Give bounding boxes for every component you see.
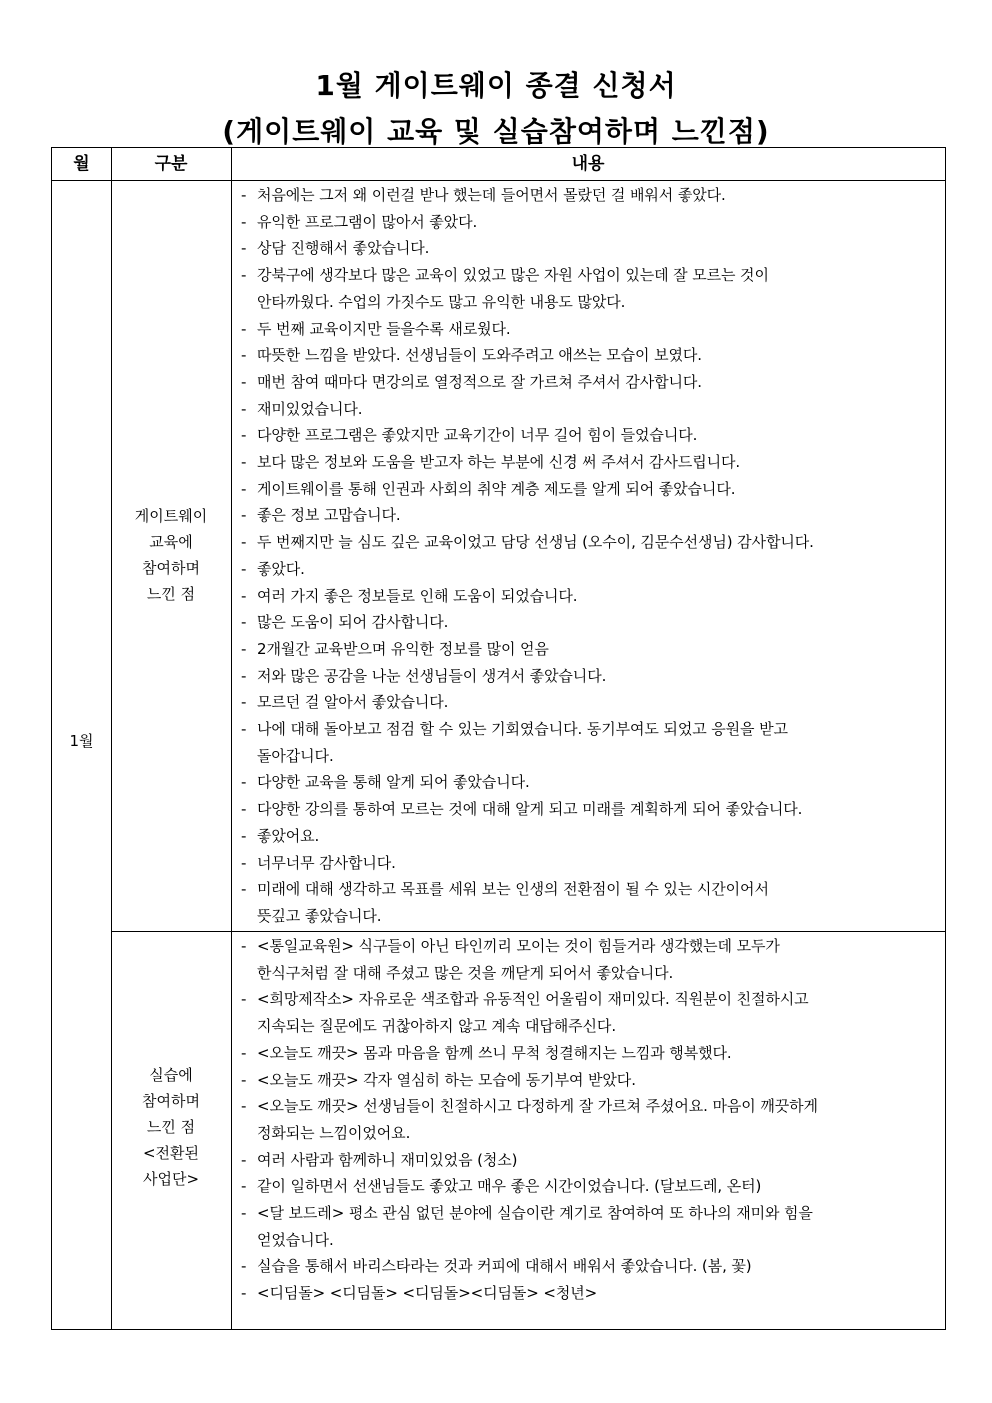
feedback-item (238, 422, 935, 449)
document-title: 1월 게이트웨이 종결 신청서 (315, 69, 677, 102)
feedback-text: - 매번 참여 때마다 면강의로 열정적으로 잘 가르쳐 주셔서 감사합니다. (257, 372, 702, 391)
feedback-text: - 2개월간 교육받으며 유익한 정보를 많이 얻음 (257, 639, 549, 658)
feedback-text: 얻었습니다. (257, 1230, 334, 1249)
document-subtitle: (게이트웨이 교육 및 실습참여하며 느낀점) (222, 115, 770, 148)
feedback-text: - 상담 진행해서 좋았습니다. (257, 239, 430, 258)
practice-feedback-list (238, 933, 935, 1307)
feedback-text: - 유익한 프로그램이 많아서 좋았다. (257, 212, 478, 231)
feedback-text: - 강북구에 생각보다 많은 교육이 있었고 많은 자원 사업이 있는데 잘 모르는 것이 (257, 266, 769, 285)
category-line: 느낀 점 (146, 585, 196, 603)
feedback-table (51, 147, 946, 1330)
feedback-item (238, 1280, 935, 1307)
feedback-text: 지속되는 질문에도 귀찮아하지 않고 계속 대답해주신다. (257, 1017, 616, 1036)
category-line: 느낀 점 (146, 1118, 196, 1136)
feedback-text: - 다양한 교육을 통해 알게 되어 좋았습니다. (257, 773, 530, 792)
feedback-item (238, 716, 935, 769)
education-feedback-list (238, 182, 935, 930)
feedback-text: - 게이트웨이를 통해 인권과 사회의 취약 계층 제도를 알게 되어 좋았습니다. (257, 479, 736, 498)
feedback-item (238, 182, 935, 209)
section-divider (111, 931, 945, 932)
category-line: 교육에 (149, 533, 193, 551)
feedback-text: 안타까웠다. 수업의 가짓수도 많고 유익한 내용도 많았다. (257, 292, 626, 311)
feedback-item (238, 1173, 935, 1200)
feedback-item (238, 689, 935, 716)
feedback-item (238, 1200, 935, 1253)
feedback-item (238, 396, 935, 423)
feedback-text: - 처음에는 그저 왜 이런걸 받나 했는데 들어면서 몰랐던 걸 배워서 좋았다. (257, 186, 726, 204)
feedback-text: - <디딤돌> <디딤돌> <디딤돌><디딤돌> <청년> (257, 1284, 598, 1303)
feedback-text: - 다양한 강의를 통하여 모르는 것에 대해 알게 되고 미래를 계획하게 되어 좋았습니다. (257, 800, 803, 819)
category-practice (111, 1062, 231, 1192)
feedback-item (238, 1040, 935, 1067)
feedback-item (238, 583, 935, 610)
feedback-text: - 저와 많은 공감을 나눈 선생님들이 생겨서 좋았습니다. (257, 666, 607, 685)
feedback-text: - <달 보드레> 평소 관심 없던 분야에 실습이란 계기로 참여하여 또 하나의 재미와 힘을 (257, 1204, 813, 1223)
feedback-text: - 두 번째 교육이지만 들을수록 새로웠다. (257, 319, 511, 338)
feedback-text: - 따뜻한 느낌을 받았다. 선생님들이 도와주려고 애쓰는 모습이 보였다. (257, 346, 702, 365)
feedback-text: - 좋은 정보 고맙습니다. (257, 506, 401, 525)
feedback-text: - 재미있었습니다. (257, 399, 363, 418)
feedback-text: - 두 번째지만 늘 심도 깊은 교육이었고 담당 선생님 (오수이, 김문수선생님) 감사합니다. (257, 533, 814, 552)
feedback-item (238, 1067, 935, 1094)
feedback-item (238, 235, 935, 262)
feedback-text: - 실습을 통해서 바리스타라는 것과 커피에 대해서 배워서 좋았습니다. (봄, 꽃) (257, 1257, 752, 1276)
feedback-item (238, 502, 935, 529)
feedback-text: 뜻깊고 좋았습니다. (257, 906, 382, 925)
feedback-item (238, 986, 935, 1039)
feedback-text: - <오늘도 깨끗> 몸과 마음을 함께 쓰니 무척 청결해지는 느낌과 행복했다. (257, 1043, 732, 1062)
feedback-text: - 같이 일하면서 선샌님들도 좋았고 매우 좋은 시간이었습니다. (달보드레, 온터) (257, 1177, 762, 1196)
feedback-text: - 좋았다. (257, 559, 305, 578)
feedback-item (238, 769, 935, 796)
feedback-item (238, 850, 935, 877)
feedback-item (238, 529, 935, 556)
feedback-text: - 보다 많은 정보와 도움을 받고자 하는 부분에 신경 써 주셔서 감사드립니다. (257, 453, 741, 472)
feedback-item (238, 663, 935, 690)
feedback-text: - 모르던 걸 알아서 좋았습니다. (257, 693, 449, 712)
feedback-item (238, 209, 935, 236)
feedback-text: - 나에 대해 돌아보고 점검 할 수 있는 기회였습니다. 동기부여도 되었고 응원을 받고 (257, 720, 788, 739)
feedback-item (238, 262, 935, 315)
feedback-text: - <오늘도 깨끗> 각자 열심히 하는 모습에 동기부여 받았다. (257, 1070, 636, 1089)
category-line: 게이트웨이 (134, 507, 208, 525)
feedback-item (238, 476, 935, 503)
feedback-item (238, 342, 935, 369)
feedback-text: - 여러 가지 좋은 정보들로 인해 도움이 되었습니다. (257, 586, 578, 605)
feedback-text: - <희망제작소> 자유로운 색조합과 유동적인 어울림이 재미있다. 직원분이 친절하시고 (257, 990, 809, 1009)
feedback-item (238, 609, 935, 636)
category-line: 참여하며 (142, 1092, 200, 1110)
feedback-text: - 미래에 대해 생각하고 목표를 세워 보는 인생의 전환점이 될 수 있는 시간이어서 (257, 880, 769, 899)
feedback-text: - <통일교육원> 식구들이 아닌 타인끼리 모이는 것이 힘들거라 생각했는데 모두가 (257, 937, 780, 955)
feedback-item (238, 369, 935, 396)
category-line: <전환된 (142, 1144, 200, 1162)
feedback-text: - 좋았어요. (257, 826, 320, 845)
column-divider (231, 148, 232, 1329)
feedback-text: 정화되는 느낌이었어요. (257, 1123, 411, 1142)
feedback-item (238, 796, 935, 823)
feedback-text: - 다양한 프로그램은 좋았지만 교육기간이 너무 길어 힘이 들었습니다. (257, 426, 698, 445)
header-month: 월 (73, 154, 90, 174)
header-divider (52, 180, 945, 181)
category-line: 실습에 (149, 1066, 193, 1084)
header-category: 구분 (154, 154, 188, 174)
feedback-text: - 여러 사람과 함께하니 재미있었음 (청소) (257, 1150, 518, 1169)
feedback-text: - 너무너무 감사합니다. (257, 853, 396, 872)
feedback-item (238, 449, 935, 476)
feedback-item (238, 556, 935, 583)
month-cell: 1월 (69, 732, 94, 750)
category-line: 참여하며 (142, 559, 200, 577)
feedback-item (238, 823, 935, 850)
feedback-text: - 많은 도움이 되어 감사합니다. (257, 613, 449, 632)
category-education (111, 503, 231, 607)
feedback-text: - <오늘도 깨끗> 선생님들이 친절하시고 다정하게 잘 가르쳐 주셨어요. 마음이 깨끗하게 (257, 1097, 818, 1116)
feedback-text: 돌아갑니다. (257, 746, 334, 765)
feedback-item (238, 1093, 935, 1146)
feedback-item (238, 316, 935, 343)
category-line: 사업단> (142, 1170, 200, 1188)
feedback-item (238, 636, 935, 663)
feedback-item (238, 1147, 935, 1174)
feedback-item (238, 933, 935, 986)
feedback-item (238, 1253, 935, 1280)
header-content: 내용 (571, 154, 605, 174)
feedback-item (238, 876, 935, 929)
feedback-text: 한식구처럼 잘 대해 주셨고 많은 것을 깨닫게 되어서 좋았습니다. (257, 963, 674, 982)
